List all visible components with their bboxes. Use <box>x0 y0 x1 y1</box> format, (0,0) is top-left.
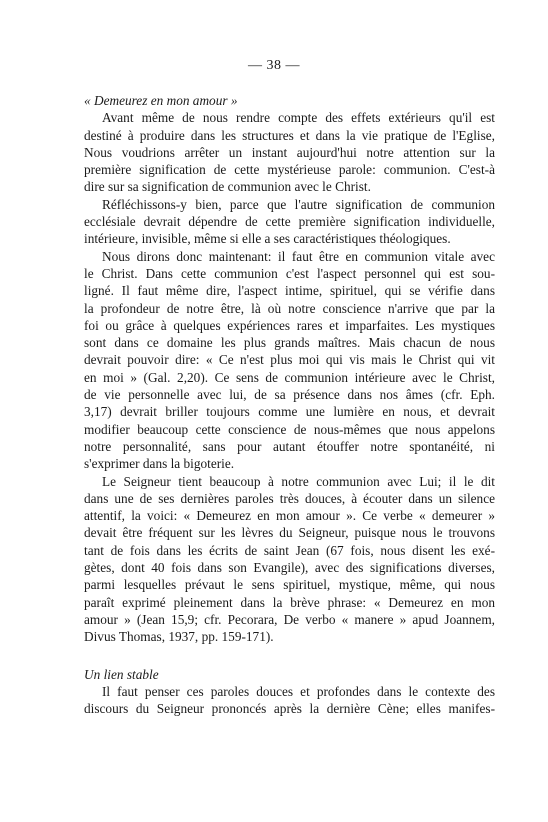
text-line: dire sur sa signification de communion avec le Christ. <box>84 179 371 195</box>
text-line: Réfléchissons-y bien, parce que l'autre signification de communion <box>102 196 495 212</box>
paragraph <box>84 109 495 195</box>
paragraph <box>84 683 495 718</box>
text-line: ligné. Il faut même dire, l'aspect intime, spirituel, qui se vérifie dans <box>84 283 495 299</box>
text-line: sont dans ce domaine les plus grands maîtres. Mais chacun de nous <box>84 335 495 351</box>
text-line: s'exprimer dans la bigoterie. <box>84 456 235 472</box>
section-body-2 <box>84 683 495 718</box>
paragraph <box>84 473 495 646</box>
body-text <box>84 92 495 717</box>
text-line: 3,17) devrait briller toujours comme une lumière en nous, et devrait <box>84 404 495 420</box>
paragraph <box>84 196 495 248</box>
text-line: devait être fréquent sur les lèvres du Seigneur, puisque nous le trouvons <box>84 525 495 541</box>
text-line: parmi lesquelles prévaut le sens spirituel, mystique, même, qui nous <box>84 577 495 593</box>
text-line: le Christ. Dans cette communion c'est l'aspect personnel qui est sou- <box>84 265 495 281</box>
text-line: Il faut penser ces paroles douces et profondes dans le contexte des <box>102 683 495 699</box>
text-line: Nous voudrions arrêter un instant aujourd'hui notre attention sur la <box>84 144 495 160</box>
text-line: Avant même de nous rendre compte des effets extérieurs qu'il est <box>102 110 495 126</box>
text-line: intérieure, invisible, même si elle a ses caractéristiques théologiques. <box>84 231 451 247</box>
text-line: de vie personnelle avec lui, de sa présence dans nos âmes (cfr. Eph. <box>84 387 495 403</box>
text-line: foi ou grâce à quelques expériences rares et imparfaites. Les mystiques <box>84 317 495 333</box>
text-line: première signification de cette mystérieuse parole: communion. C'est-à <box>84 162 495 178</box>
text-line: en moi » (Gal. 2,20). Ce sens de communion intérieure avec le Christ, <box>84 369 495 385</box>
text-line: tant de fois dans les écrits de saint Jean (67 fois, nous disent les exé- <box>84 542 495 558</box>
text-line: Divus Thomas, 1937, pp. 159-171). <box>84 629 274 645</box>
section-heading-2: Un lien stable <box>84 666 159 682</box>
text-line: gètes, dont 40 fois dans son Evangile), avec des significations diverses, <box>84 560 495 576</box>
text-line: Le Seigneur tient beaucoup à notre communion avec Lui; il le dit <box>102 473 495 489</box>
text-line: modifier beaucoup cette conscience de nous-mêmes que nous appelons <box>84 421 495 437</box>
text-line: amour » (Jean 15,9; cfr. Pecorara, De verbo « manere » apud Joannem, <box>84 611 495 627</box>
section-heading: « Demeurez en mon amour » <box>84 93 238 108</box>
text-line: la profondeur de notre être, là où notre conscience n'arrive que par la <box>84 300 495 316</box>
text-line: Nous dirons donc maintenant: il faut être en communion vitale avec <box>102 248 495 264</box>
text-line: attentif, la voici: « Demeurez en mon amour ». Ce verbe « demeurer » <box>84 508 495 524</box>
text-line: notre personnalité, sans pour autant étouffer notre spontanéité, ni <box>84 438 495 454</box>
section-body <box>84 109 495 645</box>
text-line: dans une de ses dernières paroles très douces, à écouter dans un silence <box>84 490 495 506</box>
text-line: ecclésiale devrait dépendre de cette première signification individuelle, <box>84 214 495 230</box>
text-line: devrait pouvoir dire: « Ce n'est plus moi qui vis mais le Christ qui vit <box>84 352 495 368</box>
text-line: destiné à produire dans les structures et dans la vie pratique de l'Eglise, <box>84 127 495 143</box>
text-line: paraît exprimé pleinement dans la brève phrase: « Demeurez en mon <box>84 594 495 610</box>
text-line: discours du Seigneur prononcés après la dernière Cène; elles manifes- <box>84 701 495 717</box>
paragraph <box>84 248 495 473</box>
page-number: — 38 — <box>248 58 300 73</box>
